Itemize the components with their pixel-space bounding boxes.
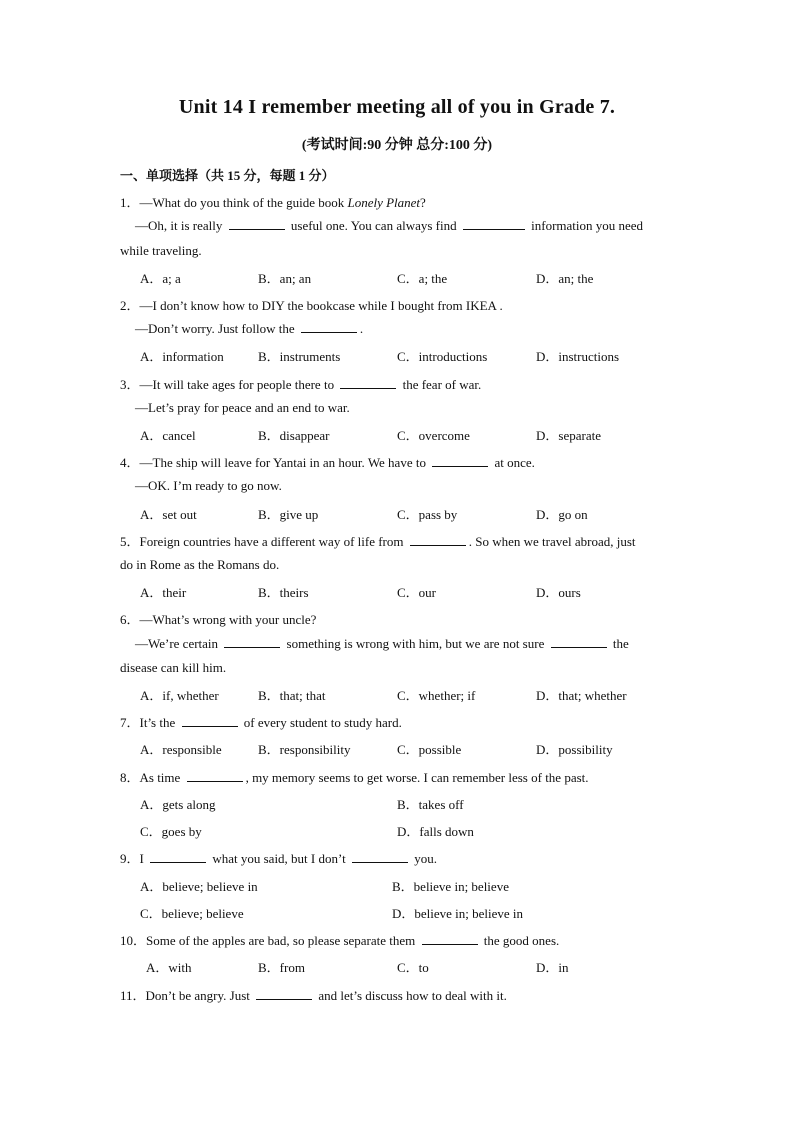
answer-blank [256, 989, 312, 1000]
answer-blank [432, 456, 488, 467]
answer-blank [463, 219, 525, 230]
option-a[interactable]: A．cancel [140, 428, 196, 443]
option-d[interactable]: D．ours [536, 585, 581, 600]
question-9: 9．I what you said, but I don’t you. [120, 851, 437, 866]
option-a[interactable]: A．believe; believe in [140, 879, 258, 894]
option-c[interactable]: C．possible [397, 742, 462, 757]
option-b[interactable]: B．an; an [258, 271, 312, 286]
option-c[interactable]: C．pass by [397, 507, 458, 522]
option-d[interactable]: D．possibility [536, 742, 613, 757]
question-6-line-2: —We’re certain something is wrong with him, but we are not sure the [135, 636, 629, 651]
question-4-line-2: —OK. I’m ready to go now. [135, 478, 282, 493]
answer-blank [301, 322, 357, 333]
exam-info: (考试时间:90 分钟 总分:100 分) [301, 138, 493, 153]
question-3: 3．—It will take ages for people there to the fear of war. [120, 377, 482, 392]
option-a[interactable]: A．information [140, 349, 224, 364]
option-a[interactable]: A．responsible [140, 742, 222, 757]
option-b[interactable]: B．responsibility [258, 742, 351, 757]
option-b[interactable]: B．from [258, 960, 305, 975]
question-6-line-3: disease can kill him. [120, 660, 227, 675]
question-5-line-2: do in Rome as the Romans do. [120, 557, 280, 572]
question-3-line-2: —Let’s pray for peace and an end to war. [135, 400, 350, 415]
answer-blank [340, 378, 396, 389]
option-b[interactable]: B．instruments [258, 349, 341, 364]
option-d[interactable]: D．believe in; believe in [392, 906, 524, 921]
option-a[interactable]: A．set out [140, 507, 197, 522]
option-b[interactable]: B．that; that [258, 688, 326, 703]
option-b[interactable]: B．believe in; believe [392, 879, 509, 894]
question-7: 7．It’s the of every student to study hard. [120, 715, 402, 730]
option-d[interactable]: D．separate [536, 428, 601, 443]
option-a[interactable]: A．a; a [140, 271, 181, 286]
answer-blank [229, 219, 285, 230]
question-1-line-2: —Oh, it is really useful one. You can always find information you need [135, 218, 644, 233]
answer-blank [410, 535, 466, 546]
option-c[interactable]: C．overcome [397, 428, 470, 443]
option-a[interactable]: A．their [140, 585, 187, 600]
option-d[interactable]: D．go on [536, 507, 588, 522]
option-c[interactable]: C．whether; if [397, 688, 476, 703]
question-4: 4．—The ship will leave for Yantai in an hour. We have to at once. [120, 455, 535, 470]
option-c[interactable]: C．a; the [397, 271, 448, 286]
option-c[interactable]: C．believe; believe [140, 906, 244, 921]
option-c[interactable]: C．to [397, 960, 429, 975]
question-8: 8．As time , my memory seems to get worse. I can remember less of the past. [120, 770, 589, 785]
question-2-line-2: —Don’t worry. Just follow the . [135, 321, 364, 336]
option-c[interactable]: C．goes by [140, 824, 202, 839]
answer-blank [182, 716, 238, 727]
answer-blank [187, 771, 243, 782]
option-d[interactable]: D．falls down [397, 824, 474, 839]
question-2: 2．—I don’t know how to DIY the bookcase while I bought from IKEA . [120, 298, 503, 313]
question-11: 11．Don’t be angry. Just and let’s discuss how to deal with it. [120, 988, 507, 1003]
question-6: 6．—What’s wrong with your uncle? [120, 612, 317, 627]
option-b[interactable]: B．takes off [397, 797, 464, 812]
option-d[interactable]: D．that; whether [536, 688, 627, 703]
option-c[interactable]: C．our [397, 585, 437, 600]
question-5: 5．Foreign countries have a different way of life from . So when we travel abroad, just [120, 534, 636, 549]
option-b[interactable]: B．disappear [258, 428, 330, 443]
option-a[interactable]: A．if, whether [140, 688, 219, 703]
option-a[interactable]: A．gets along [140, 797, 216, 812]
option-b[interactable]: B．theirs [258, 585, 309, 600]
option-d[interactable]: D．in [536, 960, 569, 975]
question-1-line-3: while traveling. [120, 243, 202, 258]
answer-blank [422, 934, 478, 945]
answer-blank [150, 852, 206, 863]
answer-blank [551, 637, 607, 648]
question-10: 10．Some of the apples are bad, so please separate them the good ones. [120, 933, 560, 948]
page-title: Unit 14 I remember meeting all of you in Grade 7. [178, 96, 616, 118]
option-b[interactable]: B．give up [258, 507, 319, 522]
section-heading: 一、单项选择（共 15 分，每题 1 分） [120, 168, 335, 183]
question-1: 1．—What do you think of the guide book Lonely Planet? [120, 195, 426, 210]
option-a[interactable]: A．with [146, 960, 192, 975]
option-c[interactable]: C．introductions [397, 349, 488, 364]
answer-blank [224, 637, 280, 648]
answer-blank [352, 852, 408, 863]
option-d[interactable]: D．instructions [536, 349, 620, 364]
option-d[interactable]: D．an; the [536, 271, 594, 286]
